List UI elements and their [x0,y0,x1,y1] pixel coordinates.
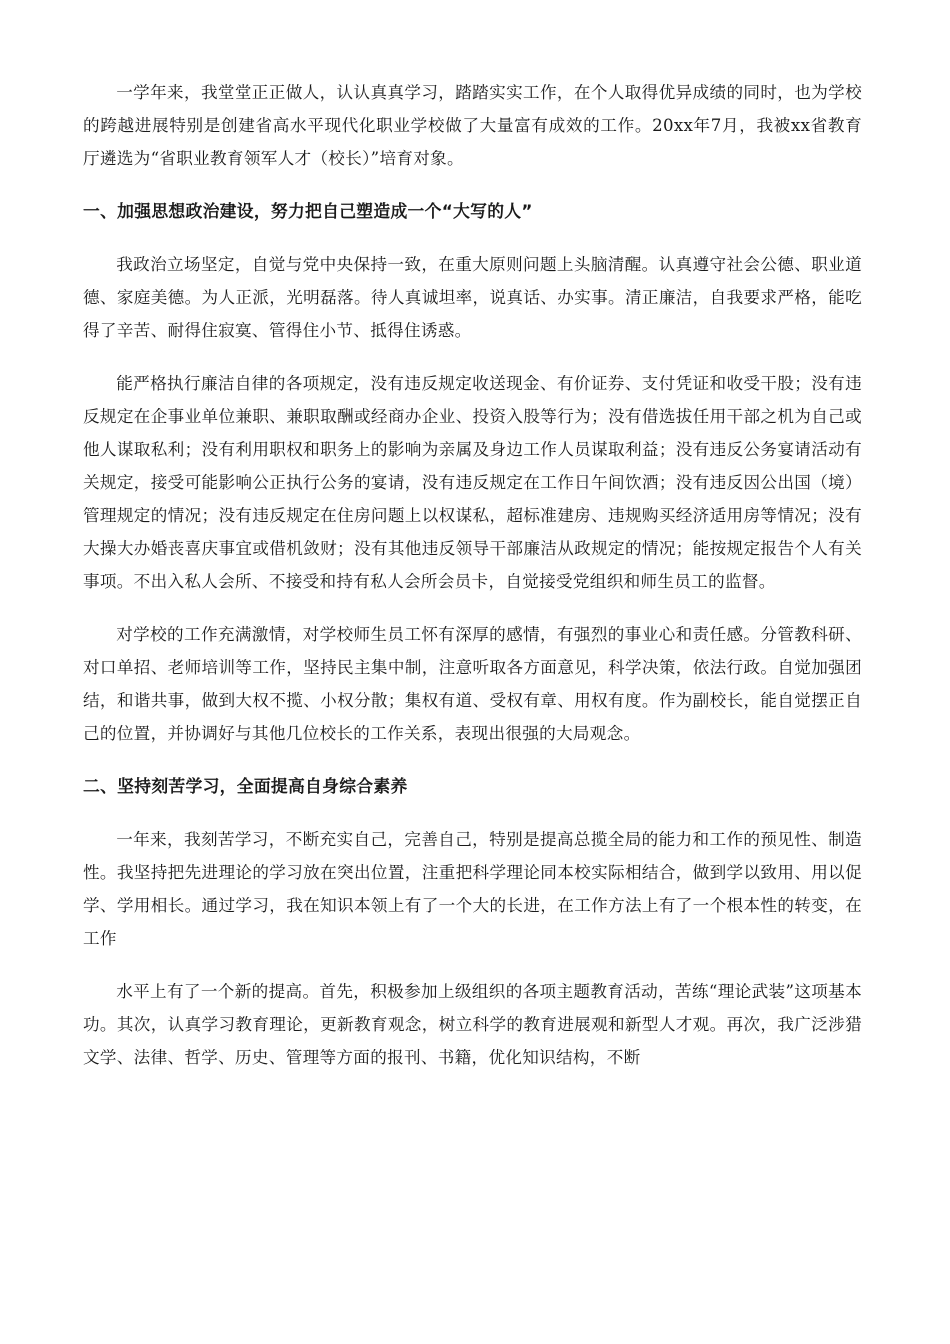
section-heading-2: 二、坚持刻苦学习，全面提高自身综合素养 [83,776,408,796]
body-paragraph: 对学校的工作充满激情，对学校师生员工怀有深厚的感情，有强烈的事业心和责任感。分管教科研、对口单招、老师培训等工作，坚持民主集中制，注意听取各方面意见，科学决策，依法行政。自觉加强团结，和谐共事，做到大权不揽、小权分散；集权有道、受权有章、用权有度。作为副校长，能自觉摆正自己的位置，并协调好与其他几位校长的工作关系，表现出很强的大局观念。 [83,625,862,743]
body-paragraph: 我政治立场坚定，自觉与党中央保持一致，在重大原则问题上头脑清醒。认真遵守社会公德、职业道德、家庭美德。为人正派，光明磊落。待人真诚坦率，说真话、办实事。清正廉洁，自我要求严格，能吃得了辛苦、耐得住寂寞、管得住小节、抵得住诱惑。 [83,255,862,340]
body-paragraph: 能严格执行廉洁自律的各项规定，没有违反规定收送现金、有价证券、支付凭证和收受干股；没有违反规定在企事业单位兼职、兼职取酬或经商办企业、投资入股等行为；没有借选拔任用干部之机为自己或他人谋取私利；没有利用职权和职务上的影响为亲属及身边工作人员谋取利益；没有违反公务宴请活动有关规定，接受可能影响公正执行公务的宴请，没有违反规定在工作日午间饮酒；没有违反因公出国（境）管理规定的情况；没有违反规定在住房问题上以权谋私，超标准建房、违规购买经济适用房等情况；没有大操大办婚丧喜庆事宜或借机敛财；没有其他违反领导干部廉洁从政规定的情况；能按规定报告个人有关事项。不出入私人会所、不接受和持有私人会所会员卡，自觉接受党组织和师生员工的监督。 [83,374,862,591]
section-heading-1: 一、加强思想政治建设，努力把自己塑造成一个“大写的人” [83,201,533,221]
intro-paragraph: 一学年来，我堂堂正正做人，认认真真学习，踏踏实实工作，在个人取得优异成绩的同时，也为学校的跨越进展特别是创建省高水平现代化职业学校做了大量富有成效的工作。20xx年7月，我被xx省教育厅遴选为“省职业教育领军人才（校长）”培育对象。 [83,83,862,168]
body-paragraph: 一年来，我刻苦学习，不断充实自己，完善自己，特别是提高总揽全局的能力和工作的预见性、制造性。我坚持把先进理论的学习放在突出位置，注重把科学理论同本校实际相结合，做到学以致用、用以促学、学用相长。通过学习，我在知识本领上有了一个大的长进，在工作方法上有了一个根本性的转变，在工作 [83,830,862,948]
body-paragraph: 水平上有了一个新的提高。首先，积极参加上级组织的各项主题教育活动，苦练“理论武装”这项基本功。其次，认真学习教育理论，更新教育观念，树立科学的教育进展观和新型人才观。再次，我广泛涉猎文学、法律、哲学、历史、管理等方面的报刊、书籍，优化知识结构，不断 [83,982,862,1067]
